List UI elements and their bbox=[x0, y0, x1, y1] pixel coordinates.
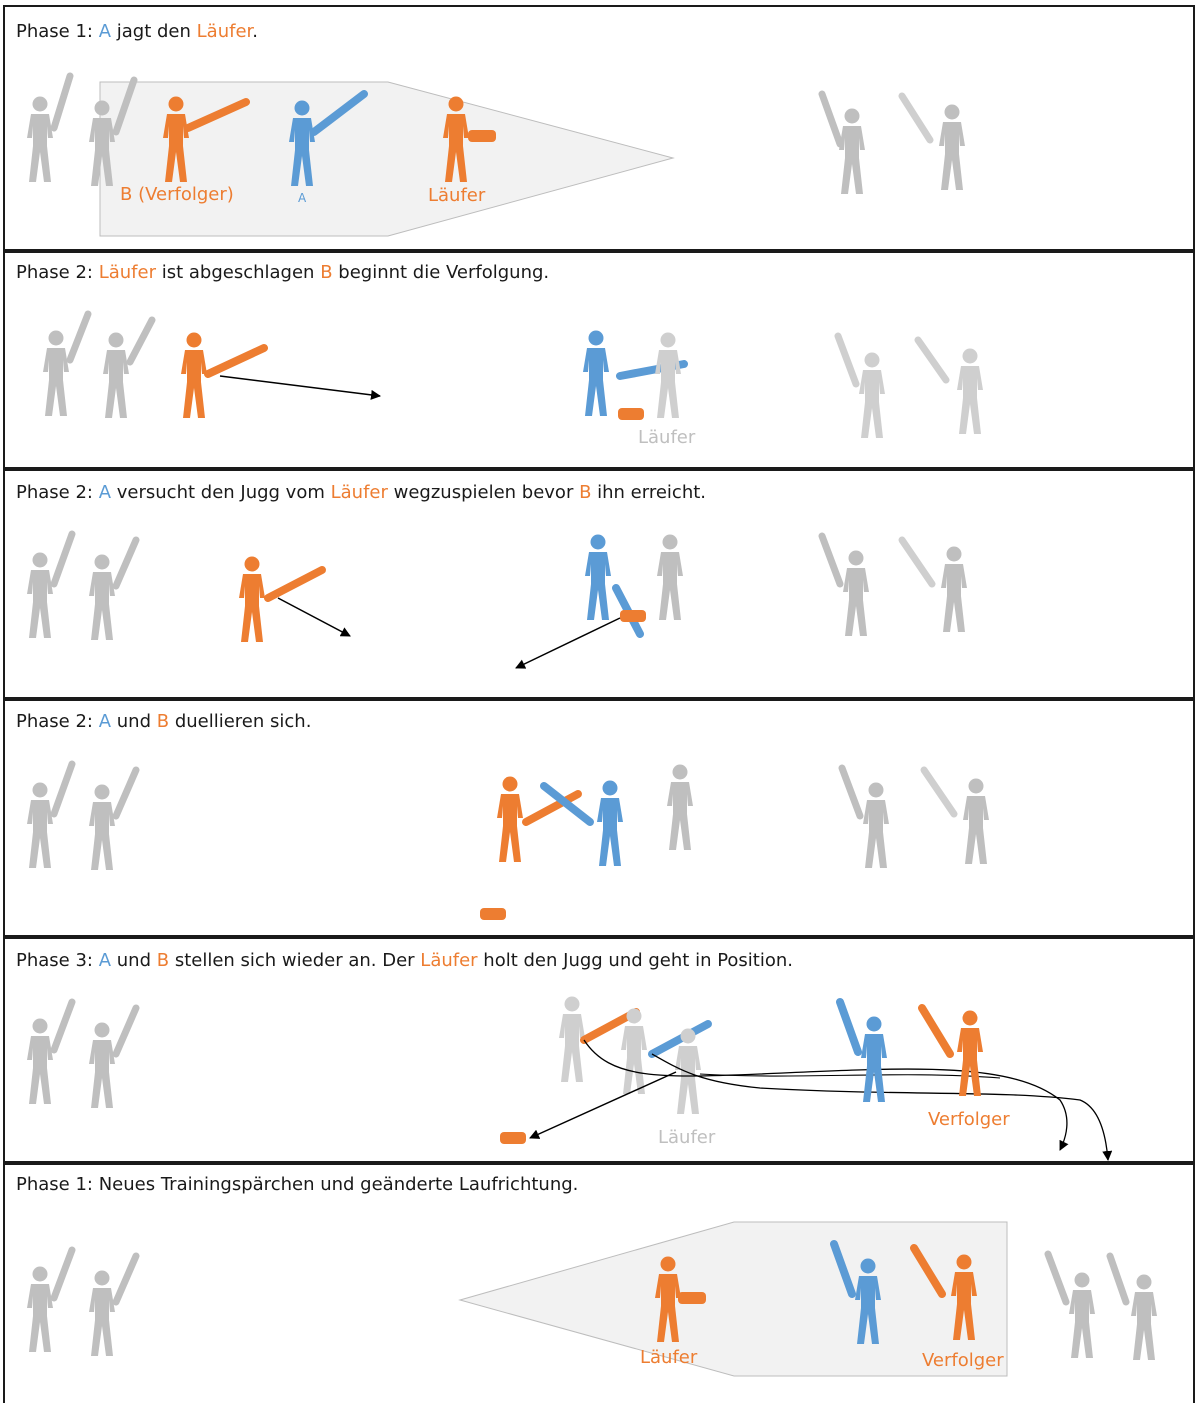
caption-segment: Läufer bbox=[98, 262, 156, 283]
player-laeufer bbox=[667, 765, 693, 851]
jugg bbox=[480, 908, 506, 920]
player-a bbox=[544, 781, 623, 867]
panel-5 bbox=[4, 938, 1194, 1162]
waiting-player bbox=[27, 1250, 72, 1352]
waiting-player bbox=[902, 96, 965, 190]
caption-segment: versucht den Jugg vom bbox=[111, 482, 331, 503]
panel-3-caption bbox=[16, 482, 706, 503]
jugg bbox=[678, 1292, 706, 1304]
panel-3 bbox=[4, 470, 1194, 698]
player-laeufer bbox=[657, 535, 683, 621]
caption-segment: duellieren sich. bbox=[169, 711, 312, 732]
waiting-player bbox=[924, 770, 989, 864]
waiting-player bbox=[842, 768, 889, 868]
caption-segment: B bbox=[156, 711, 170, 732]
jugg-arrow bbox=[516, 618, 620, 668]
caption-segment: Phase 2: bbox=[16, 711, 99, 732]
waiting-player bbox=[27, 534, 72, 638]
run-zone bbox=[100, 82, 673, 236]
waiting-player bbox=[89, 770, 136, 870]
waiting-player bbox=[27, 76, 70, 182]
label-verfolger: Verfolger bbox=[928, 1109, 1010, 1130]
player-laeufer-tagged bbox=[655, 333, 681, 419]
waiting-player bbox=[918, 340, 983, 434]
caption-segment: Läufer bbox=[196, 21, 253, 42]
waiting-player bbox=[902, 540, 967, 632]
waiting-player bbox=[89, 540, 136, 640]
waiting-player bbox=[89, 1008, 136, 1108]
waiting-player bbox=[1048, 1254, 1095, 1358]
caption-segment: Läufer bbox=[330, 482, 388, 503]
caption-segment: wegzuspielen bevor bbox=[387, 482, 580, 503]
label-laeufer: Läufer bbox=[428, 185, 486, 206]
panel-2 bbox=[4, 252, 1194, 468]
player-b bbox=[181, 333, 264, 419]
panel-4 bbox=[4, 700, 1194, 936]
caption-segment: B bbox=[156, 950, 170, 971]
panel-6 bbox=[4, 1164, 1194, 1403]
jugg bbox=[618, 408, 644, 420]
caption-segment: Phase 2: bbox=[16, 262, 99, 283]
jugg bbox=[500, 1132, 526, 1144]
caption-segment: Phase 1: bbox=[16, 21, 99, 42]
waiting-player bbox=[838, 336, 885, 438]
waiting-player bbox=[43, 314, 88, 416]
caption-segment: und bbox=[111, 950, 157, 971]
jugg-arrow bbox=[530, 1072, 676, 1138]
waiting-player bbox=[1110, 1256, 1157, 1360]
waiting-player bbox=[822, 536, 869, 636]
caption-segment: Phase 3: bbox=[16, 950, 99, 971]
caption-segment: holt den Jugg und geht in Position. bbox=[477, 950, 794, 971]
caption-segment: A bbox=[98, 950, 112, 971]
waiting-player bbox=[27, 1002, 72, 1104]
caption-segment: Phase 2: bbox=[16, 482, 99, 503]
label-a: A bbox=[298, 191, 307, 205]
jugg bbox=[468, 130, 496, 142]
caption-segment: und bbox=[111, 711, 157, 732]
caption-segment: Phase 1: Neues Trainingspärchen und geänderte Laufrichtung. bbox=[16, 1174, 579, 1195]
player-b bbox=[497, 777, 578, 863]
caption-segment: A bbox=[98, 711, 112, 732]
run-arrow bbox=[220, 376, 380, 396]
run-arrow bbox=[278, 598, 350, 636]
label-laeufer: Läufer bbox=[658, 1127, 716, 1148]
panel-5-caption bbox=[16, 950, 793, 971]
waiting-player bbox=[89, 1256, 136, 1356]
new-verfolger bbox=[922, 1008, 983, 1096]
caption-segment: jagt den bbox=[111, 21, 197, 42]
caption-segment: B bbox=[320, 262, 333, 283]
caption-segment: ihn erreicht. bbox=[591, 482, 707, 503]
caption-segment: Läufer bbox=[420, 950, 478, 971]
caption-segment: . bbox=[252, 21, 259, 42]
label-verfolger: B (Verfolger) bbox=[120, 184, 234, 205]
label-verfolger: Verfolger bbox=[922, 1350, 1004, 1371]
label-laeufer: Läufer bbox=[640, 1347, 698, 1368]
panel-4-caption bbox=[16, 711, 311, 732]
caption-segment: ist abgeschlagen bbox=[156, 262, 321, 283]
waiting-player bbox=[822, 94, 865, 194]
caption-segment: beginnt die Verfolgung. bbox=[332, 262, 550, 283]
caption-segment: B bbox=[579, 482, 592, 503]
caption-segment: A bbox=[98, 482, 112, 503]
caption-segment: A bbox=[98, 21, 112, 42]
panel-2-caption bbox=[16, 262, 549, 283]
new-a bbox=[840, 1002, 887, 1102]
panel-6-caption bbox=[16, 1174, 578, 1195]
waiting-player bbox=[27, 764, 72, 868]
jugg bbox=[620, 610, 646, 622]
caption-segment: stellen sich wieder an. Der bbox=[169, 950, 421, 971]
panel-1 bbox=[4, 6, 1194, 250]
label-laeufer: Läufer bbox=[638, 427, 696, 448]
panel-1-caption bbox=[16, 21, 258, 42]
waiting-player bbox=[103, 320, 152, 418]
